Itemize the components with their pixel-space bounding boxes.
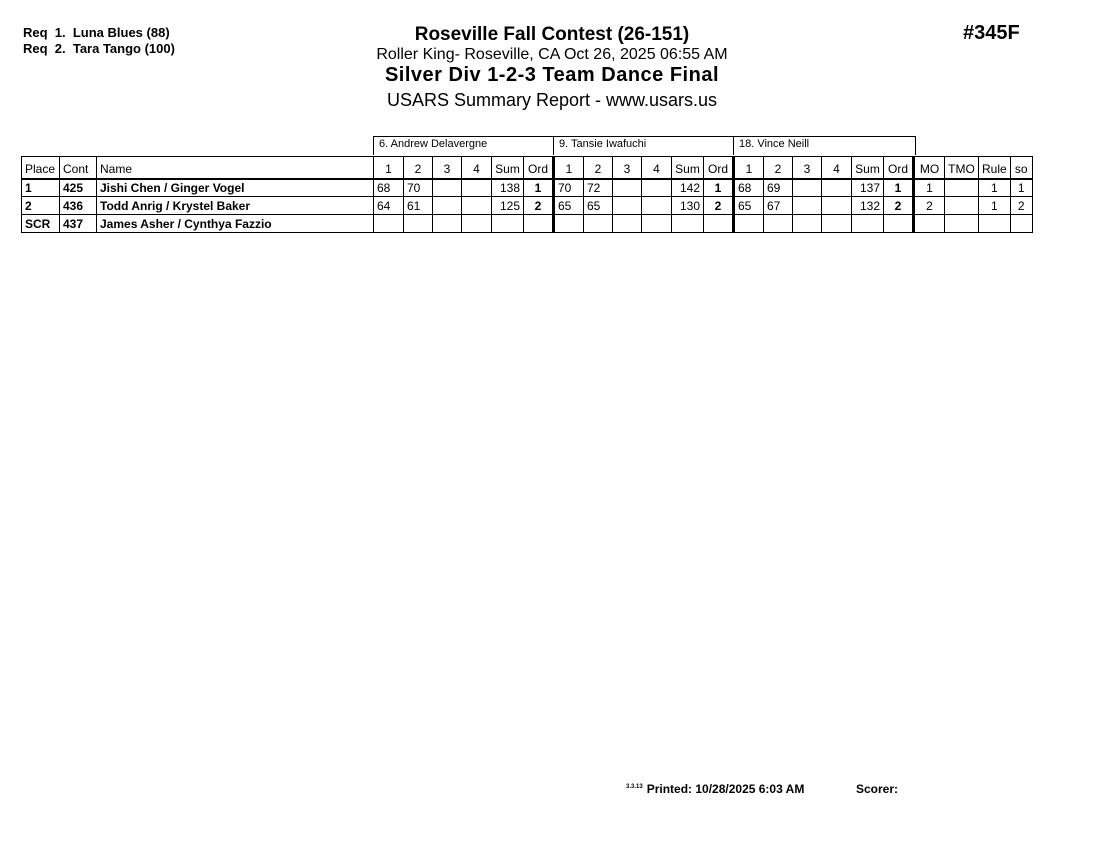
score-cell: 65 xyxy=(554,197,584,215)
score-cell xyxy=(404,215,433,233)
printed-stamp xyxy=(626,782,804,796)
ordinal-cell xyxy=(704,215,734,233)
score-cell xyxy=(822,197,852,215)
results-table xyxy=(21,156,1033,233)
request-line-2: Req 2. Tara Tango (100) xyxy=(23,41,175,56)
column-header-score-3: 3 xyxy=(793,157,822,179)
score-cell xyxy=(374,215,404,233)
mo-cell: 2 xyxy=(914,197,945,215)
score-cell xyxy=(462,179,492,197)
request-line-1: Req 1. Luna Blues (88) xyxy=(23,25,170,40)
score-cell: 69 xyxy=(764,179,793,197)
ordinal-cell: 1 xyxy=(524,179,554,197)
score-cell xyxy=(642,215,672,233)
column-header-so: so xyxy=(1010,157,1032,179)
judge-name: 9. Tansie Iwafuchi xyxy=(554,136,734,155)
column-header-mo: MO xyxy=(914,157,945,179)
column-header-row xyxy=(22,157,1033,179)
so-cell xyxy=(1010,215,1032,233)
rule-cell xyxy=(979,215,1011,233)
score-cell xyxy=(822,215,852,233)
team-name-cell: Todd Anrig / Krystel Baker xyxy=(97,197,374,215)
table-row xyxy=(22,179,1033,197)
column-header-score-3: 3 xyxy=(613,157,642,179)
team-name-cell: James Asher / Cynthya Fazzio xyxy=(97,215,374,233)
team-name-cell: Jishi Chen / Ginger Vogel xyxy=(97,179,374,197)
score-cell xyxy=(433,179,462,197)
score-cell xyxy=(554,215,584,233)
column-header-sum: Sum xyxy=(852,157,884,179)
score-cell xyxy=(822,179,852,197)
score-cell xyxy=(793,197,822,215)
column-header-ord: Ord xyxy=(884,157,914,179)
tmo-cell xyxy=(945,197,979,215)
sum-cell: 142 xyxy=(672,179,704,197)
score-cell xyxy=(793,215,822,233)
mo-cell: 1 xyxy=(914,179,945,197)
sum-cell xyxy=(492,215,524,233)
mo-cell xyxy=(914,215,945,233)
column-header-sum: Sum xyxy=(672,157,704,179)
ordinal-cell: 1 xyxy=(704,179,734,197)
sum-cell: 125 xyxy=(492,197,524,215)
ordinal-cell: 1 xyxy=(884,179,914,197)
sum-cell: 130 xyxy=(672,197,704,215)
event-title: Silver Div 1-2-3 Team Dance Final xyxy=(384,64,720,86)
column-header-score-3: 3 xyxy=(433,157,462,179)
score-cell: 65 xyxy=(584,197,613,215)
score-cell xyxy=(462,215,492,233)
judge-header-row xyxy=(373,136,916,155)
score-cell xyxy=(642,179,672,197)
score-cell: 70 xyxy=(554,179,584,197)
judge-name: 6. Andrew Delavergne xyxy=(373,136,554,155)
score-cell: 68 xyxy=(734,179,764,197)
score-cell xyxy=(584,215,613,233)
score-cell xyxy=(734,215,764,233)
report-title: USARS Summary Report - www.usars.us xyxy=(386,90,718,110)
ordinal-cell: 2 xyxy=(524,197,554,215)
rule-cell: 1 xyxy=(979,179,1011,197)
score-cell xyxy=(642,197,672,215)
table-row xyxy=(22,215,1033,233)
sum-cell: 138 xyxy=(492,179,524,197)
ordinal-cell: 2 xyxy=(884,197,914,215)
sum-cell: 137 xyxy=(852,179,884,197)
software-version: 3.3.13 xyxy=(626,784,643,790)
place-cell: 1 xyxy=(22,179,60,197)
contestant-number-cell: 436 xyxy=(60,197,97,215)
table-row xyxy=(22,197,1033,215)
contest-title: Roseville Fall Contest (26-151) xyxy=(414,24,690,45)
ordinal-cell xyxy=(884,215,914,233)
contestant-number-cell: 425 xyxy=(60,179,97,197)
score-cell xyxy=(613,179,642,197)
column-header-score-4: 4 xyxy=(822,157,852,179)
score-cell xyxy=(793,179,822,197)
contestant-number-cell: 437 xyxy=(60,215,97,233)
score-cell xyxy=(613,197,642,215)
column-header-ord: Ord xyxy=(524,157,554,179)
venue-line: Roller King- Roseville, CA Oct 26, 2025 06:55 AM xyxy=(376,46,728,63)
column-header-score-2: 2 xyxy=(584,157,613,179)
printed-date: Printed: 10/28/2025 6:03 AM xyxy=(646,782,805,796)
column-header-score-2: 2 xyxy=(404,157,433,179)
ordinal-cell: 2 xyxy=(704,197,734,215)
place-cell: SCR xyxy=(22,215,60,233)
score-cell: 64 xyxy=(374,197,404,215)
so-cell: 1 xyxy=(1010,179,1032,197)
column-header-sum: Sum xyxy=(492,157,524,179)
sum-cell: 132 xyxy=(852,197,884,215)
column-header-score-1: 1 xyxy=(554,157,584,179)
column-header-score-4: 4 xyxy=(642,157,672,179)
column-header-rule: Rule xyxy=(979,157,1011,179)
score-cell: 70 xyxy=(404,179,433,197)
contest-number: #345F xyxy=(963,22,1020,44)
column-header-name: Name xyxy=(97,157,374,179)
score-cell xyxy=(433,215,462,233)
score-cell xyxy=(433,197,462,215)
column-header-cont: Cont xyxy=(60,157,97,179)
sum-cell xyxy=(672,215,704,233)
column-header-score-1: 1 xyxy=(734,157,764,179)
column-header-score-4: 4 xyxy=(462,157,492,179)
score-cell: 65 xyxy=(734,197,764,215)
ordinal-cell xyxy=(524,215,554,233)
sum-cell xyxy=(852,215,884,233)
rule-cell: 1 xyxy=(979,197,1011,215)
score-cell xyxy=(764,215,793,233)
place-cell: 2 xyxy=(22,197,60,215)
so-cell: 2 xyxy=(1010,197,1032,215)
judge-name: 18. Vince Neill xyxy=(734,136,916,155)
tmo-cell xyxy=(945,215,979,233)
tmo-cell xyxy=(945,179,979,197)
column-header-score-2: 2 xyxy=(764,157,793,179)
column-header-score-1: 1 xyxy=(374,157,404,179)
score-cell: 67 xyxy=(764,197,793,215)
score-cell: 68 xyxy=(374,179,404,197)
column-header-place: Place xyxy=(22,157,60,179)
score-cell xyxy=(462,197,492,215)
scorer-label: Scorer: xyxy=(856,782,899,796)
column-header-tmo: TMO xyxy=(945,157,979,179)
score-cell xyxy=(613,215,642,233)
score-cell: 61 xyxy=(404,197,433,215)
score-cell: 72 xyxy=(584,179,613,197)
column-header-ord: Ord xyxy=(704,157,734,179)
